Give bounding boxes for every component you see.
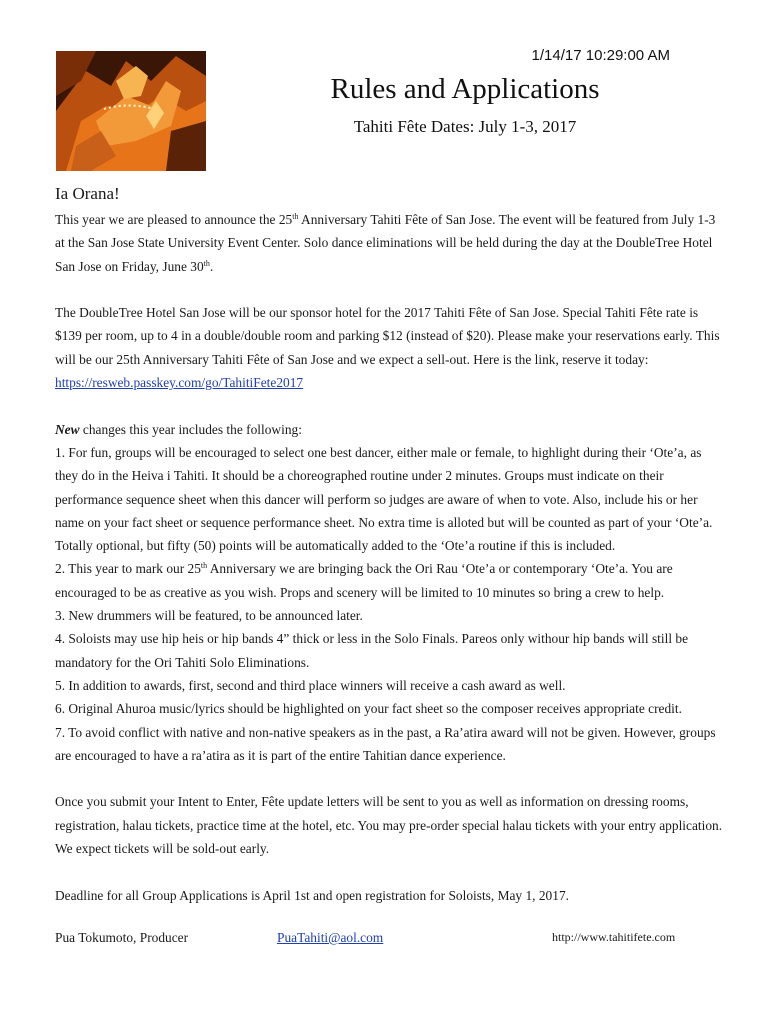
website-url: http://www.tahitifete.com (552, 930, 676, 944)
change-item-6: 6. Original Ahuroa music/lyrics should be highlighted on your fact sheet so the composer receives appropriate credit. (55, 701, 682, 717)
hotel-paragraph: The DoubleTree Hotel San Jose will be our sponsor hotel for the 2017 Tahiti Fête of San Jose. Special Tahiti Fête rate is $139 per room, up to 4 in a double/double room and parking $12 (instead of $20). Please make your reservations early. This will be our 25th Anniversary Tahiti Fête of San Jose and we expect a sell-out. Here is the link, reserve it today: https://resweb.passkey.com/go/TahitiFete2017 (55, 305, 720, 391)
dancer-photo (56, 51, 206, 171)
change-item-3: 3. New drummers will be featured, to be announced later. (55, 608, 363, 624)
event-dates-subtitle: Tahiti Fête Dates: July 1-3, 2017 (353, 117, 577, 136)
footer (55, 930, 715, 950)
producer-email-link[interactable]: PuaTahiti@aol.com (277, 930, 384, 945)
hotel-reservation-link[interactable]: https://resweb.passkey.com/go/TahitiFete2017 (55, 375, 304, 391)
change-item-1: 1. For fun, groups will be encouraged to select one best dancer, either male or female, to highlight during their ‘Ote’a, as they do in the Heiva i Tahiti. It should be a choreographed routine under 2 minutes. Groups must indicate on their performance sequence sheet when this dancer will perform so judges are aware of when to vote. Also, include his or her name on your fact sheet or sequence performance sheet. No extra time is alloted but will be counted as part of your ‘Ote’a. Totally optional, but fifty (50) points will be automatically added to the ‘Ote’a routine if this is included. (55, 444, 713, 554)
change-item-7: 7. To avoid conflict with native and non-native speakers as in the past, a Ra’atira award will not be given. However, groups are encouraged to have a ra’atira as it is part of the entire Tahitian dance experience. (55, 724, 716, 763)
change-item-5: 5. In addition to awards, first, second and third place winners will receive a cash award as well. (55, 677, 566, 693)
change-item-4: 4. Soloists may use hip heis or hip bands 4” thick or less in the Solo Finals. Pareos only withour hip bands will still be mandatory for the Ori Tahiti Solo Eliminations. (55, 631, 689, 670)
intro-paragraph: This year we are pleased to announce the 25th Anniversary Tahiti Fête of San Jose. The event will be featured from July 1-3 at the San Jose State University Event Center. Solo dance eliminations will be held during the day at the DoubleTree Hotel San Jose on Friday, June 30th. (55, 212, 716, 274)
changes-heading: New changes this year includes the following: (55, 421, 302, 437)
submit-paragraph: Once you submit your Intent to Enter, Fête update letters will be sent to you as well as information on dressing rooms, registration, halau tickets, practice time at the hotel, etc. You may pre-order special halau tickets with your entry application. We expect tickets will be sold-out early. (55, 794, 723, 857)
deadline-paragraph: Deadline for all Group Applications is April 1st and open registration for Soloists, May 1, 2017. (55, 887, 569, 903)
letter-body (55, 183, 725, 907)
page-title: Rules and Applications (330, 73, 600, 105)
producer-name: Pua Tokumoto, Producer (55, 930, 189, 945)
greeting: Ia Orana! (55, 184, 120, 203)
document-timestamp: 1/14/17 10:29:00 AM (531, 47, 670, 64)
change-item-2: 2. This year to mark our 25th Anniversary we are bringing back the Ori Rau ‘Ote’a or contemporary ‘Ote’a. You are encouraged to be as creative as you wish. Props and scenery will be limited to 10 minutes so bring a crew to help. (55, 561, 673, 600)
